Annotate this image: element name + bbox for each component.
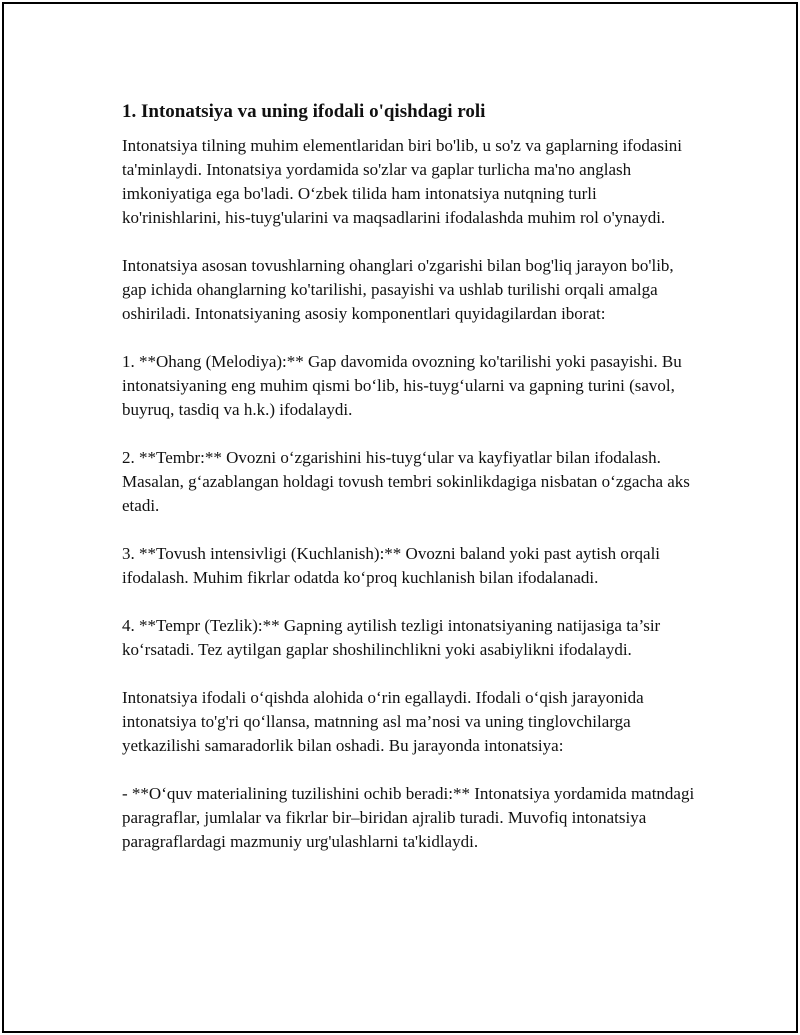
paragraph-components-intro: Intonatsiya asosan tovushlarning ohanglari o'zgarishi bilan bog'liq jarayon bo'lib, gap ichida ohanglarning ko'tarilishi, pasayishi va ushlab turilishi orqali amalga oshiriladi. Intonatsiyaning asosiy komponentlari quyidagilardan iborat: <box>122 256 674 323</box>
bullet-item-structure: - **O‘quv materialining tuzilishini ochib beradi:** Intonatsiya yordamida matndagi paragraflar, jumlalar va fikrlar bir–biridan ajralib turadi. Muvofiq intonatsiya paragraflardagi mazmuniy urg'ulashlarni ta'kidlaydi. <box>122 784 695 851</box>
paragraph-intro: Intonatsiya tilning muhim elementlaridan biri bo'lib, u so'z va gaplarning ifodasini ta'minlaydi. Intonatsiya yordamida so'zlar va gaplar turlicha ma'no anglash imkoniyatiga ega bo'ladi. O‘zbek tilida ham intonatsiya nutqning turli ko'rinishlarini, his-tuyg'ularini va maqsadlarini ifodalashda muhim rol o'ynaydi. <box>122 136 682 227</box>
page-frame <box>2 2 798 1033</box>
paragraph-expressive-reading: Intonatsiya ifodali o‘qishda alohida o‘rin egallaydi. Ifodali o‘qish jarayonida intonatsiya to'g'ri qo‘llansa, matnning asl ma’nosi va uning tinglovchilarga yetkazilishi samaradorlik bilan oshadi. Bu jarayonda intonatsiya: <box>122 688 644 755</box>
list-item-timbre: 2. **Tembr:** Ovozni o‘zgarishini his-tuyg‘ular va kayfiyatlar bilan ifodalash. Masalan, g‘azablangan holdagi tovush tembri sokinlikdagiga nisbatan o‘zgacha aks etadi. <box>122 448 690 515</box>
list-item-intensity: 3. **Tovush intensivligi (Kuchlanish):** Ovozni baland yoki past aytish orqali ifodalash. Muhim fikrlar odatda ko‘proq kuchlanish bilan ifodalanadi. <box>122 544 661 587</box>
document-body <box>122 100 697 878</box>
list-item-tempo: 4. **Tempr (Tezlik):** Gapning aytilish tezligi intonatsiyaning natijasiga ta’sir ko‘rsatadi. Tez aytilgan gaplar shoshilinchlikni yoki asabiylikni ifodalaydi. <box>122 616 661 659</box>
list-item-melody: 1. **Ohang (Melodiya):** Gap davomida ovozning ko'tarilishi yoki pasayishi. Bu intonatsiyaning eng muhim qismi bo‘lib, his-tuyg‘ularni va gapning turini (savol, buyruq, tasdiq va h.k.) ifodalaydi. <box>122 352 682 419</box>
section-heading: 1. Intonatsiya va uning ifodali o'qishdagi roli <box>122 101 486 122</box>
